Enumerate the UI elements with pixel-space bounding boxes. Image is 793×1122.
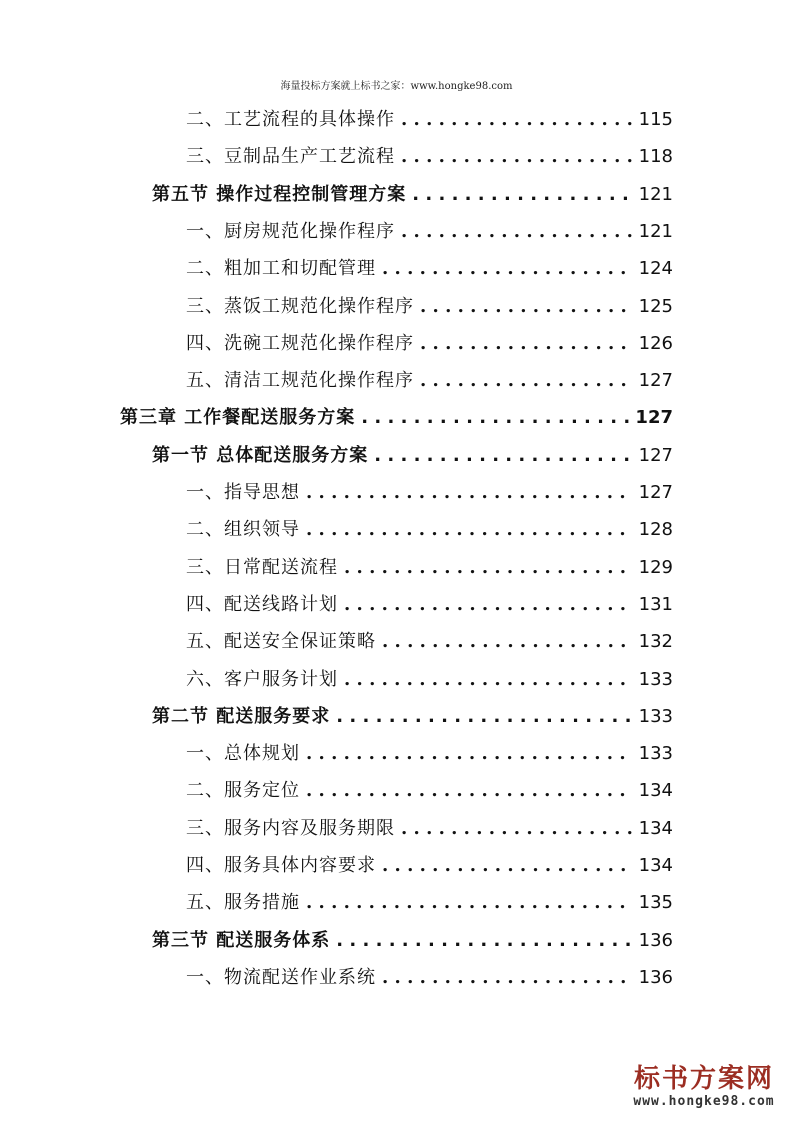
toc-item-entry[interactable] bbox=[186, 142, 673, 172]
toc-item-entry[interactable] bbox=[186, 665, 673, 695]
toc-dot-leader bbox=[306, 776, 633, 806]
toc-page-number: 135 bbox=[638, 892, 673, 914]
watermark-title: 标书方案网 bbox=[633, 1064, 774, 1094]
toc-dot-leader bbox=[382, 851, 633, 881]
toc-dot-leader bbox=[344, 590, 633, 620]
toc-section-entry[interactable] bbox=[152, 926, 673, 956]
toc-page-number: 131 bbox=[638, 593, 673, 615]
toc-entry-title: 第三章 工作餐配送服务方案 bbox=[120, 407, 356, 429]
toc-page-number: 121 bbox=[638, 183, 673, 205]
watermark-url: www.hongke98.com bbox=[633, 1094, 775, 1109]
toc-entry-title: 第五节 操作过程控制管理方案 bbox=[152, 183, 407, 205]
toc-entry-title: 第二节 配送服务要求 bbox=[152, 705, 331, 727]
toc-page-number: 134 bbox=[638, 817, 673, 839]
toc-entry-title: 一、指导思想 bbox=[186, 482, 300, 503]
toc-entry-title: 四、洗碗工规范化操作程序 bbox=[186, 332, 414, 354]
toc-page-number: 133 bbox=[638, 743, 673, 765]
toc-item-entry[interactable] bbox=[186, 627, 673, 657]
toc-item-entry[interactable] bbox=[186, 515, 673, 545]
toc-section-entry[interactable] bbox=[152, 441, 673, 471]
toc-dot-leader bbox=[412, 180, 632, 210]
toc-page-number: 127 bbox=[638, 482, 673, 503]
toc-entry-title: 二、服务定位 bbox=[186, 780, 300, 802]
toc-page-number: 129 bbox=[638, 556, 673, 578]
toc-item-entry[interactable] bbox=[186, 888, 673, 918]
toc-entry-title: 五、清洁工规范化操作程序 bbox=[186, 370, 414, 392]
toc-item-entry[interactable] bbox=[186, 478, 673, 508]
toc-dot-leader bbox=[374, 441, 632, 471]
toc-entry-title: 四、配送线路计划 bbox=[186, 593, 338, 615]
toc-dot-leader bbox=[306, 739, 633, 769]
toc-page-number: 115 bbox=[638, 109, 673, 130]
toc-entry-title: 二、工艺流程的具体操作 bbox=[186, 109, 395, 130]
toc-dot-leader bbox=[401, 814, 633, 844]
toc-dot-leader bbox=[336, 926, 632, 956]
toc-page-number: 136 bbox=[638, 966, 673, 988]
toc-page-number: 127 bbox=[635, 407, 673, 429]
toc-dot-leader bbox=[420, 292, 633, 322]
toc-item-entry[interactable] bbox=[186, 814, 673, 844]
toc-item-entry[interactable] bbox=[186, 254, 673, 284]
toc-dot-leader bbox=[401, 105, 633, 135]
toc-dot-leader bbox=[306, 515, 633, 545]
toc-entry-title: 第三节 配送服务体系 bbox=[152, 929, 331, 951]
toc-item-entry[interactable] bbox=[186, 739, 673, 769]
toc-item-entry[interactable] bbox=[186, 776, 673, 806]
toc-entry-title: 一、总体规划 bbox=[186, 743, 300, 765]
toc-dot-leader bbox=[361, 403, 629, 433]
toc-page-number: 134 bbox=[638, 855, 673, 876]
toc-item-entry[interactable] bbox=[186, 329, 673, 359]
toc-dot-leader bbox=[401, 217, 633, 247]
toc-page-number: 124 bbox=[638, 258, 673, 280]
toc-entry-title: 六、客户服务计划 bbox=[186, 668, 338, 690]
toc-page-number: 128 bbox=[638, 519, 673, 541]
toc-item-entry[interactable] bbox=[186, 590, 673, 620]
toc-item-entry[interactable] bbox=[186, 851, 673, 881]
toc-page-number: 132 bbox=[638, 631, 673, 653]
toc-page-number: 127 bbox=[638, 370, 673, 392]
toc-entry-title: 三、豆制品生产工艺流程 bbox=[186, 146, 395, 168]
toc-page-number: 127 bbox=[638, 444, 673, 466]
toc-section-entry[interactable] bbox=[152, 180, 673, 210]
toc-dot-leader bbox=[401, 142, 633, 172]
toc-dot-leader bbox=[382, 627, 633, 657]
toc-section-entry[interactable] bbox=[152, 702, 673, 732]
toc-entry-title: 第一节 总体配送服务方案 bbox=[152, 444, 369, 466]
toc-page-number: 133 bbox=[638, 668, 673, 690]
toc-entry-title: 五、配送安全保证策略 bbox=[186, 631, 376, 653]
toc-dot-leader bbox=[420, 329, 633, 359]
toc-entry-title: 四、服务具体内容要求 bbox=[186, 855, 376, 876]
toc-page-number: 121 bbox=[638, 220, 673, 242]
page-header: 海量投标方案就上标书之家：www.hongke98.com bbox=[280, 81, 513, 92]
toc-entry-title: 二、组织领导 bbox=[186, 519, 300, 541]
toc-dot-leader bbox=[336, 702, 632, 732]
toc-dot-leader bbox=[382, 963, 633, 993]
toc-dot-leader bbox=[306, 888, 633, 918]
toc-entry-title: 一、物流配送作业系统 bbox=[186, 966, 376, 988]
toc-page-number: 126 bbox=[638, 332, 673, 354]
toc-page-number: 125 bbox=[638, 295, 673, 317]
toc-page-number: 118 bbox=[638, 146, 673, 168]
toc-item-entry[interactable] bbox=[186, 105, 673, 135]
toc-dot-leader bbox=[344, 665, 633, 695]
watermark-logo bbox=[629, 1064, 779, 1110]
toc-dot-leader bbox=[382, 254, 633, 284]
toc-dot-leader bbox=[344, 553, 633, 583]
toc-item-entry[interactable] bbox=[186, 366, 673, 396]
toc-entry-title: 五、服务措施 bbox=[186, 892, 300, 914]
toc-item-entry[interactable] bbox=[186, 292, 673, 322]
toc-item-entry[interactable] bbox=[186, 963, 673, 993]
toc-page-number: 134 bbox=[638, 780, 673, 802]
toc-entry-title: 三、日常配送流程 bbox=[186, 556, 338, 578]
toc-entry-title: 二、粗加工和切配管理 bbox=[186, 258, 376, 280]
toc-page-number: 133 bbox=[638, 705, 673, 727]
toc-page-number: 136 bbox=[638, 929, 673, 951]
toc-item-entry[interactable] bbox=[186, 217, 673, 247]
toc-entry-title: 一、厨房规范化操作程序 bbox=[186, 220, 395, 242]
toc-dot-leader bbox=[306, 478, 633, 508]
toc-item-entry[interactable] bbox=[186, 553, 673, 583]
toc-entry-title: 三、蒸饭工规范化操作程序 bbox=[186, 295, 414, 317]
toc-dot-leader bbox=[420, 366, 633, 396]
toc-chapter-entry[interactable] bbox=[120, 403, 673, 433]
toc-entry-title: 三、服务内容及服务期限 bbox=[186, 817, 395, 839]
